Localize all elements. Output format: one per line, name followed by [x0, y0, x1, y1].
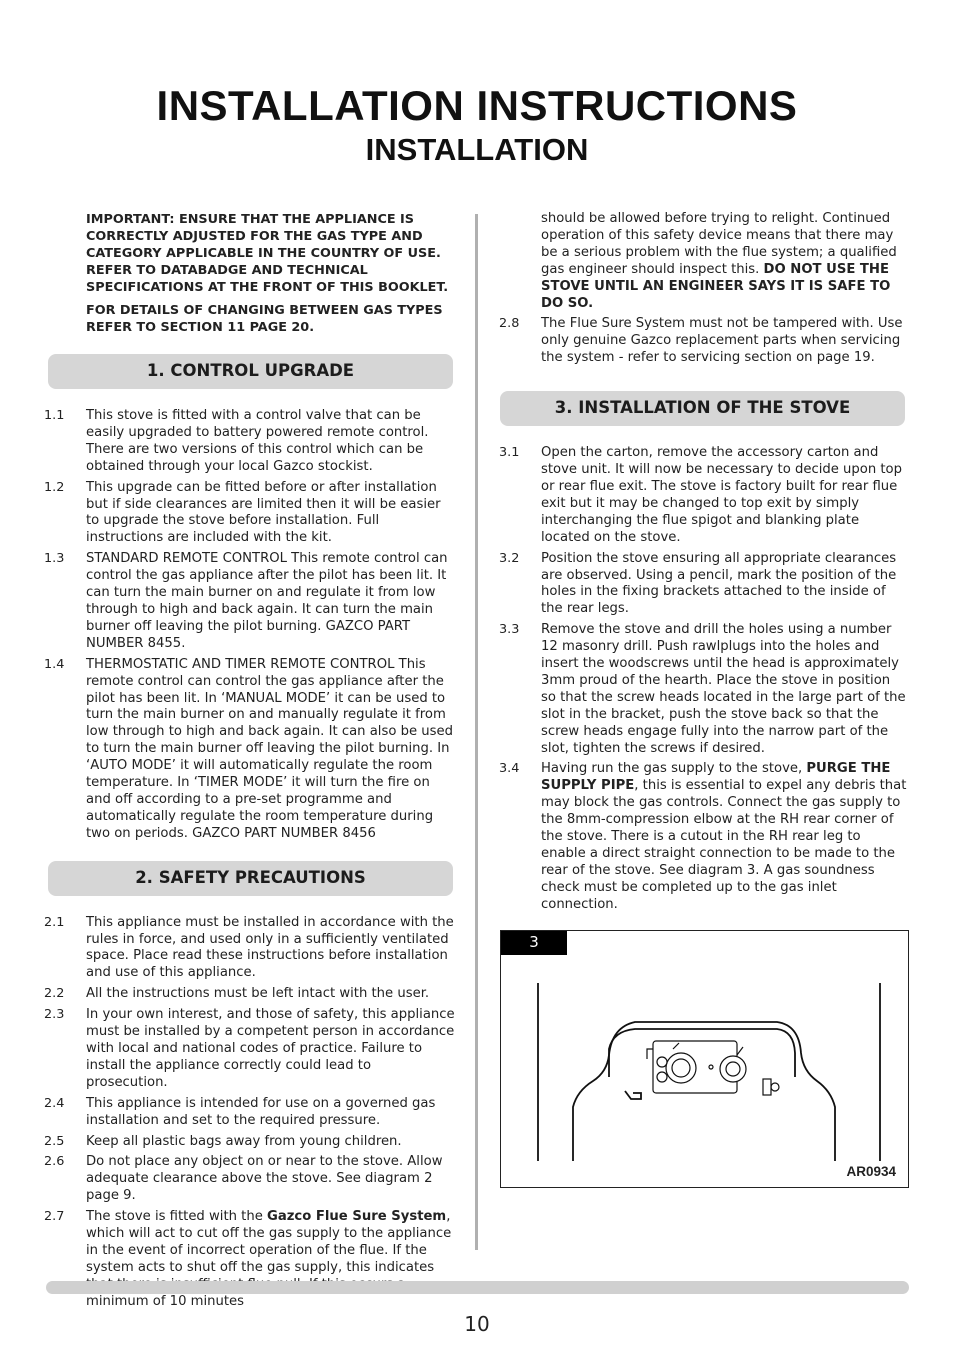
item-text: [541, 761, 909, 913]
list-item: [44, 1209, 456, 1310]
column-divider: [475, 214, 478, 1250]
item-number: 2.1: [44, 914, 65, 930]
diagram-figure: [500, 930, 909, 1188]
item-number: 2.7: [44, 1209, 65, 1225]
item-text: This stove is fitted with a control valve that can be easily upgraded to battery powered remote control. There are two versions of this control which can be obtained through your local Gazco stockist.: [86, 408, 429, 474]
item-number: 3.4: [499, 761, 520, 777]
item-number: 3.3: [499, 622, 520, 638]
figure-code: AR0934: [846, 1163, 896, 1179]
important-notice: IMPORTANT: ENSURE THAT THE APPLIANCE IS CORRECTLY ADJUSTED FOR THE GAS TYPE AND CATEGORY APPLICABLE IN THE COUNTRY OF USE. REFER TO DATABADGE AND TECHNICAL SPECIFICATIONS AT THE FRONT OF THIS BOOKLET.: [86, 212, 449, 295]
list-item: [499, 622, 909, 757]
list-item: [44, 408, 456, 476]
list-item: [44, 1096, 456, 1130]
list-item: [44, 986, 456, 1003]
section-heading-control-upgrade: 1. CONTROL UPGRADE: [48, 354, 453, 389]
footer-bar: [46, 1281, 909, 1294]
item-number: 3.1: [499, 445, 520, 461]
item-number: 2.5: [44, 1133, 65, 1149]
item-text: STANDARD REMOTE CONTROL This remote control can control the gas appliance after the pilot has been lit. It can turn the main burner on and regulate it from low through to high and back again. It can turn the main burner off leaving the pilot burning. GAZCO PART NUMBER 8455.: [86, 551, 448, 651]
item-number: 2.8: [499, 316, 520, 332]
item-text: THERMOSTATIC AND TIMER REMOTE CONTROL This remote control can control the gas appliance after the pilot has been lit. In ‘MANUAL MODE’ it can be used to turn the main burner on and manually regulate it from low through to high and back again. It can also be used to turn the main burner off leaving the pilot burning. In ‘AUTO MODE’ it will automatically regulate the room temperature. In ‘TIMER MODE’ it will turn the fire on and off according to a pre-set programme and automatically regulate the room temperature during two on periods. GAZCO PART NUMBER 8456: [86, 656, 453, 841]
item-text: The Flue Sure System must not be tampered with. Use only genuine Gazco replacement parts when servicing the system - refer to servicing section on page 19.: [541, 316, 903, 366]
list-item: [499, 761, 909, 913]
item-number: 3.2: [499, 550, 520, 566]
item-number: 1.4: [44, 656, 65, 672]
item-text: In your own interest, and those of safety, this appliance must be installed by a competent person in accordance with local and national codes of practice. Failure to install the appliance correctly could lead to prosecution.: [86, 1007, 455, 1090]
item-text: All the instructions must be left intact with the user.: [86, 986, 430, 1002]
item-text: Position the stove ensuring all appropriate clearances are observed. Using a pencil, mark the position of the holes in the fixing brackets attached to the inside of the rear legs.: [541, 550, 897, 617]
list-item: [44, 1134, 456, 1151]
item-number: 1.2: [44, 479, 65, 495]
page-number: 10: [464, 1312, 490, 1336]
gas-type-notice: FOR DETAILS OF CHANGING BETWEEN GAS TYPES REFER TO SECTION 11 PAGE 20.: [86, 303, 443, 335]
item-text: [541, 211, 909, 312]
item-text: Open the carton, remove the accessory carton and stove unit. It will now be necessary to decide upon top or rear flue exit. The stove is factory built for rear flue exit but it may be changed to top exit by simply interchanging the flue spigot and blanking plate located on the stove.: [541, 445, 902, 545]
list-item: [44, 657, 456, 843]
item-text-end: , which will act to cut off the gas supply to the appliance in the event of incorrect operation of the flue. If the system acts to shut off the gas supply, this indicates minimum of 10 minutes: [86, 1209, 452, 1309]
list-item-continued: [499, 211, 909, 312]
right-column: [499, 211, 909, 1188]
list-item: [44, 480, 456, 548]
item-text: This upgrade can be fitted before or after installation but if side clearances are limited then it will be easier to upgrade the stove before installation. Full instructions are included with the kit.: [86, 479, 441, 546]
item-text-bold: Gazco Flue Sure System: [267, 1209, 447, 1225]
item-number: 2.2: [44, 986, 65, 1002]
item-text: This appliance must be installed in accordance with the rules in force, and used only in a sufficiently ventilated space. Place read these instructions before installation and use of this appliance.: [86, 914, 454, 981]
list-item: [499, 316, 909, 367]
gas-control-valve: [647, 1041, 779, 1095]
list-item: [44, 1154, 456, 1205]
list-item: [44, 915, 456, 983]
item-text-start: Having run the gas supply to the stove,: [541, 761, 807, 777]
list-item: [499, 445, 909, 546]
item-text: [86, 1209, 456, 1310]
item-text-end: , this is essential to expel any debris that may block the gas controls. Connect the gas supply to the 8mm-compression elbow at the RH rear corner of the stove. There is a cutout in the RH rear leg to enable a direct straight connection to be made to the rear of the stove. See diagram 3. A gas soundness check must be completed up to the gas inlet connection.: [541, 778, 907, 912]
list-item: [44, 1007, 456, 1092]
list-item: [499, 551, 909, 619]
item-text: Remove the stove and drill the holes using a number 12 masonry drill. Push rawlplugs into the holes and insert the woodscrews until the head is approximately 3mm proud of the hearth. Place the stove in position so that the screw heads located in the large part of the slot in the bracket, push the stove back so that the screw heads engage fully into the narrow part of the slot, tighten the screws if desired.: [541, 622, 906, 756]
left-bracket: [625, 1091, 641, 1099]
list-item: [44, 551, 456, 652]
section-heading-safety-precautions: 2. SAFETY PRECAUTIONS: [48, 861, 453, 896]
page-title: INSTALLATION INSTRUCTIONS: [156, 82, 798, 129]
item-number: 1.1: [44, 408, 65, 423]
item-text: This appliance is intended for use on a governed gas installation and set to the required pressure.: [86, 1095, 436, 1128]
figure-number: 3: [501, 931, 567, 955]
section-heading-installation-of-the-stove: 3. INSTALLATION OF THE STOVE: [500, 391, 905, 426]
item-text-start: should be allowed before trying to relight. Continued operation of this safety device means that there may be a serious problem with the flue system; a qualified gas engineer should inspect this.: [541, 211, 897, 277]
left-column: [44, 211, 456, 1315]
item-text-start: The stove is fitted with the: [86, 1209, 267, 1225]
item-number: 2.3: [44, 1007, 65, 1023]
item-text: Do not place any object on or near to the stove. Allow adequate clearance above the stove. See diagram 2 page 9.: [86, 1154, 443, 1204]
stove-rear-diagram: [501, 931, 908, 1187]
item-text-bold: DO NOT USE THE STOVE UNTIL AN ENGINEER SAYS IT IS SAFE TO DO SO.: [541, 261, 891, 311]
item-number: 2.4: [44, 1095, 65, 1111]
item-number: 2.6: [44, 1154, 65, 1170]
page-subtitle: INSTALLATION: [365, 132, 589, 167]
item-text: Keep all plastic bags away from young children.: [86, 1133, 402, 1149]
item-text-bold: PURGE THE SUPPLY PIPE: [541, 761, 891, 794]
item-number: 1.3: [44, 551, 65, 567]
